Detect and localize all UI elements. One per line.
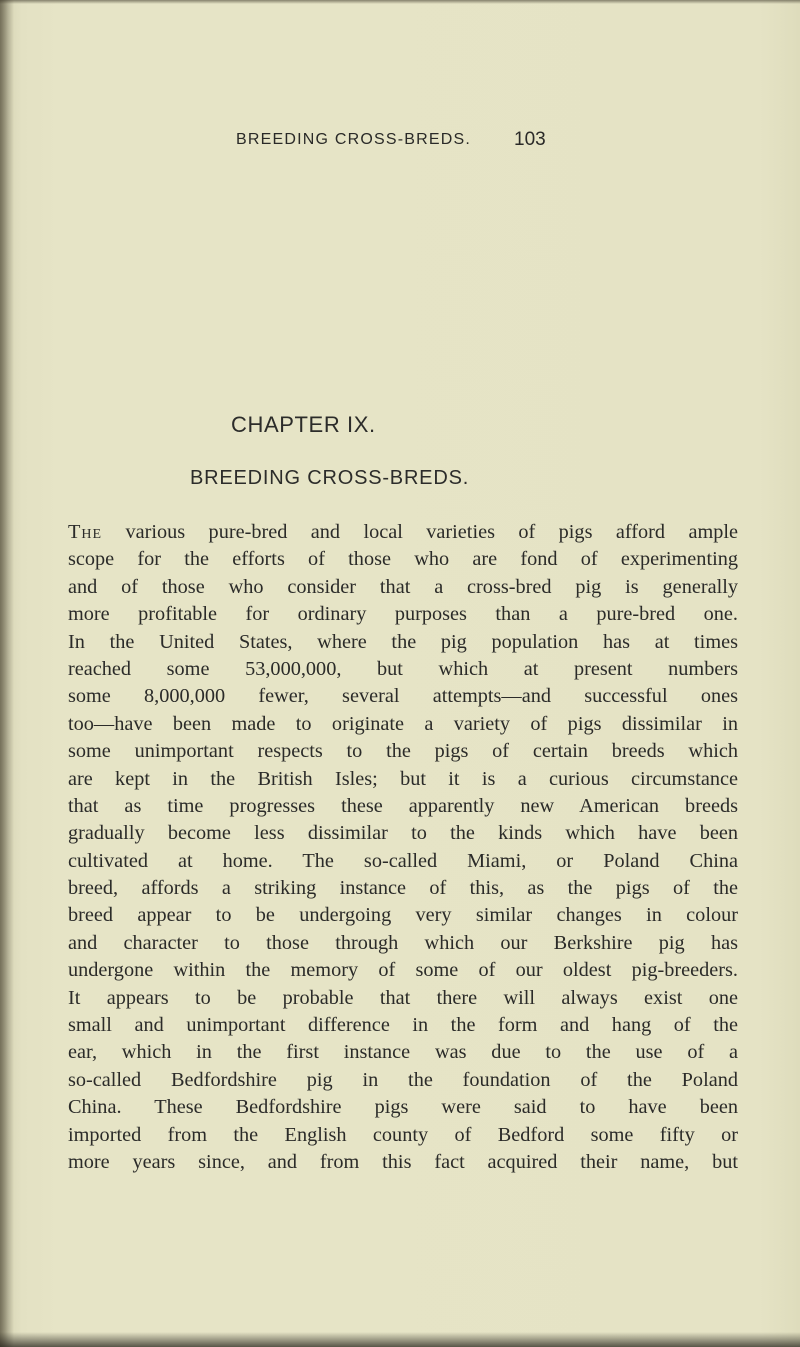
- text-line: breed, affords a striking instance of this, as the pigs of the: [68, 877, 738, 900]
- text-line: It appears to be probable that there will always exist one: [68, 986, 738, 1009]
- text-line: ear, which in the first instance was due to the use of a: [68, 1041, 738, 1064]
- spine-shadow: [0, 0, 14, 1347]
- text-line: too—have been made to originate a variety of pigs dissimilar in: [68, 712, 738, 735]
- text-line: that as time progresses these apparently new American breeds: [68, 794, 738, 817]
- text-line: more years since, and from this fact acquired their name, but: [68, 1150, 738, 1173]
- text-line: small and unimportant difference in the form and hang of the: [68, 1014, 738, 1037]
- opening-word: The: [68, 521, 103, 543]
- text-line: undergone within the memory of some of our oldest pig-breeders.: [68, 959, 738, 982]
- text-line: reached some 53,000,000, but which at present numbers: [68, 657, 738, 680]
- text-line-1-rest: various pure-bred and local varieties of pigs afford ample: [102, 521, 738, 543]
- text-line: and of those who consider that a cross-bred pig is generally: [68, 575, 738, 598]
- text-line: In the United States, where the pig population has at times: [68, 630, 738, 653]
- running-head: BREEDING CROSS-BREDS.: [236, 131, 472, 148]
- text-line: are kept in the British Isles; but it is a curious circumstance: [68, 767, 738, 790]
- text-line: breed appear to be undergoing very similar changes in colour: [68, 904, 738, 927]
- text-line: so-called Bedfordshire pig in the foundation of the Poland: [68, 1068, 738, 1091]
- body-paragraph: [68, 519, 738, 1176]
- text-line: imported from the English county of Bedford some fifty or: [68, 1123, 738, 1146]
- text-line: China. These Bedfordshire pigs were said to have been: [68, 1096, 738, 1119]
- text-line: gradually become less dissimilar to the kinds which have been: [68, 822, 738, 845]
- text-line-1: [68, 519, 738, 546]
- page-bottom-edge: [0, 1332, 800, 1347]
- chapter-title: BREEDING CROSS-BREDS.: [190, 467, 470, 489]
- chapter-number: CHAPTER IX.: [231, 412, 376, 437]
- page-top-edge: [0, 0, 800, 4]
- page-number: 103: [514, 129, 546, 150]
- text-line: more profitable for ordinary purposes than a pure-bred one.: [68, 603, 738, 626]
- text-line: cultivated at home. The so-called Miami, or Poland China: [68, 849, 738, 872]
- text-line: some 8,000,000 fewer, several attempts—and successful ones: [68, 685, 738, 708]
- text-line: and character to those through which our Berkshire pig has: [68, 931, 738, 954]
- text-line: some unimportant respects to the pigs of certain breeds which: [68, 740, 738, 763]
- text-line: scope for the efforts of those who are fond of experimenting: [68, 548, 738, 571]
